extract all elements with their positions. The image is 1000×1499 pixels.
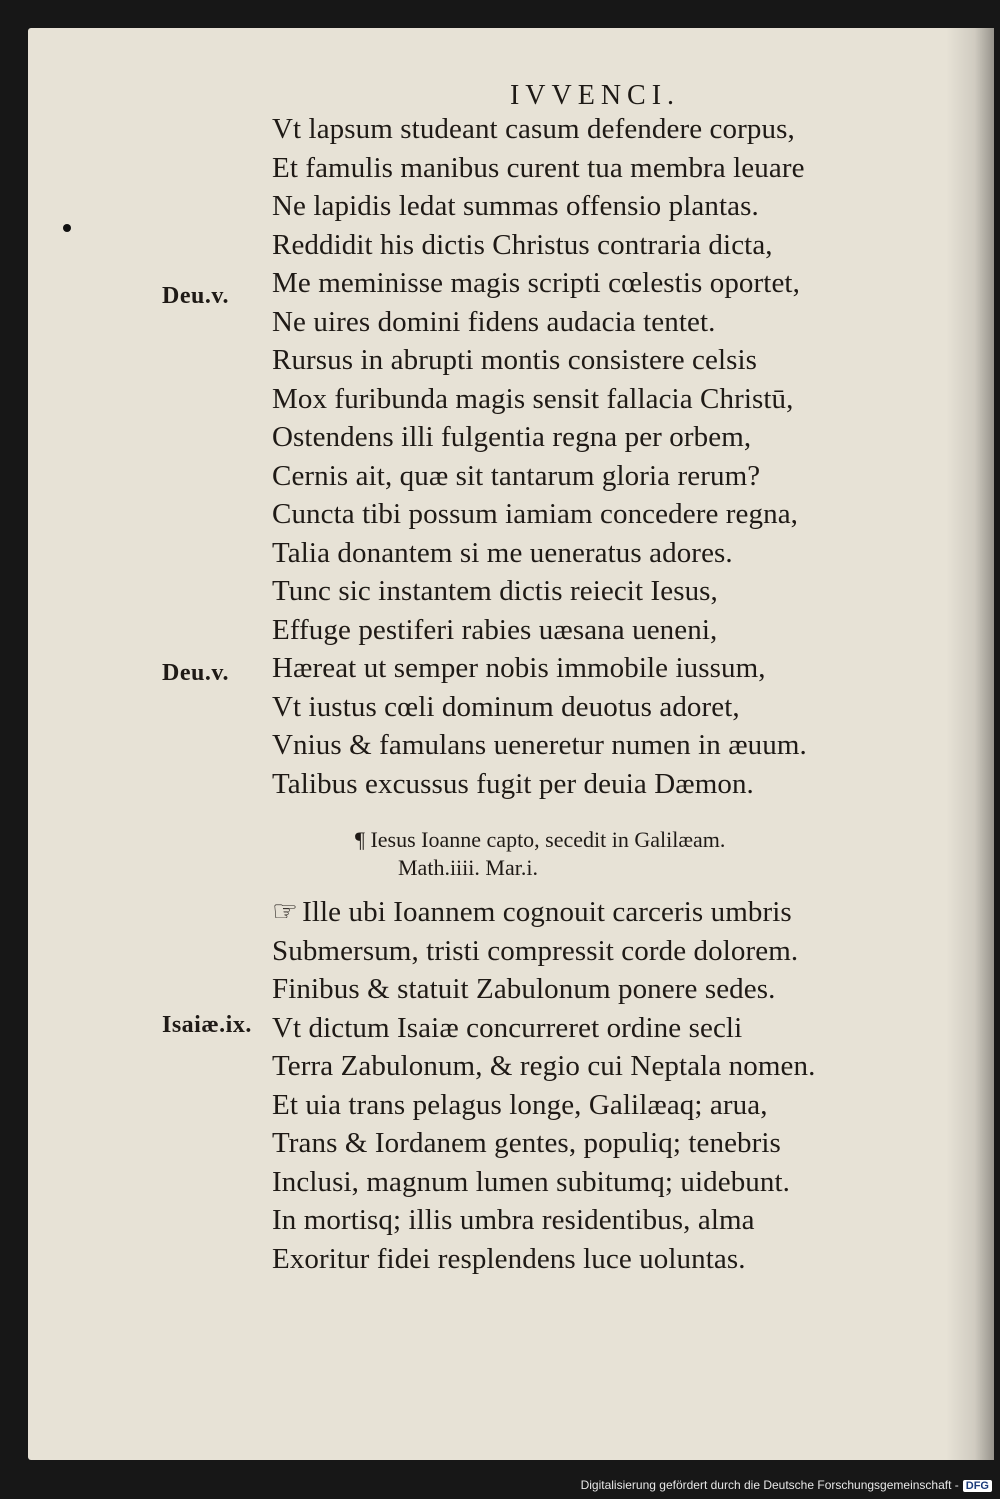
running-head: IVVENCI. [509,80,681,111]
verse-line: Finibus & statuit Zabulonum ponere sedes. [272,973,776,1005]
page-gutter-shadow [946,28,994,1460]
verse-line: Exoritur fidei resplendens luce uoluntas. [272,1242,746,1275]
verse-line: In mortisq; illis umbra residentibus, alma [272,1204,755,1236]
verse-line: Submersum, tristi compressit corde dolorem. [272,934,799,967]
footer-credit: Digitalisierung gefördert durch die Deutsche Forschungsgemeinschaft - [580,1478,959,1492]
verse-line: Et uia trans pelagus longe, Galilæaq; arua, [272,1088,768,1121]
verse-line: Trans & Iordanem gentes, populiq; tenebris [272,1127,781,1159]
verse-block [272,110,815,1278]
verse-line: Reddidit his dictis Christus contraria dicta, [272,228,773,261]
verse-line: Ne lapidis ledat summas offensio plantas. [272,190,759,222]
verse-line: Et famulis manibus curent tua membra leuare [272,151,805,184]
verse-line [272,893,815,932]
margin-note-deu-1: Deu.v. [162,283,230,309]
margin-note-deu-2: Deu.v. [162,660,230,686]
verse-line: Inclusi, magnum lumen subitumq; uidebunt. [272,1165,790,1198]
pointing-hand-icon: ☞ [272,896,299,928]
verse-line: Vt dictum Isaiæ concurreret ordine secli [272,1011,743,1044]
verse-line: Ne uires domini fidens audacia tentet. [272,305,716,338]
verse-line: Vt iustus cœli dominum deuotus adoret, [272,690,740,723]
verse-line: Vnius & famulans ueneretur numen in æuum. [272,729,807,761]
verse-line: Cuncta tibi possum iamiam concedere regna, [272,498,799,530]
verse-line: Me meminisse magis scripti cœlestis oportet, [272,267,800,299]
verse-line: Tunc sic instantem dictis reiecit Iesus, [272,575,718,607]
verse-line: Effuge pestiferi rabies uæsana ueneni, [272,613,718,646]
verse-line: Talia donantem si me ueneratus adores. [272,536,733,569]
margin-note-isaiae: Isaiæ.ix. [162,1012,252,1038]
verse-line-text: Ille ubi Ioannem cognouit carceris umbris [302,896,792,928]
verse-line: Cernis ait, quæ sit tantarum gloria rerum? [272,459,761,492]
dfg-logo: DFG [963,1480,992,1492]
verse-line: Hæreat ut semper nobis immobile iussum, [272,652,766,684]
verse-line: Mox furibunda magis sensit fallacia Christū, [272,382,794,415]
verse-line: Vt lapsum studeant casum defendere corpus, [272,113,795,145]
verse-line: Rursus in abrupti montis consistere celsis [272,344,758,376]
section-heading-reference: Math.iiii. Mar.i. [398,855,538,880]
section-heading-title: ¶ Iesus Ioanne capto, secedit in Galilæam. [355,827,726,852]
digitization-footer [0,1478,992,1492]
ink-spot [63,224,71,232]
verse-line: Ostendens illi fulgentia regna per orbem, [272,421,752,453]
section-heading [355,826,725,882]
verse-line: Terra Zabulonum, & regio cui Neptala nomen. [272,1050,816,1082]
verse-line: Talibus excussus fugit per deuia Dæmon. [272,767,754,800]
